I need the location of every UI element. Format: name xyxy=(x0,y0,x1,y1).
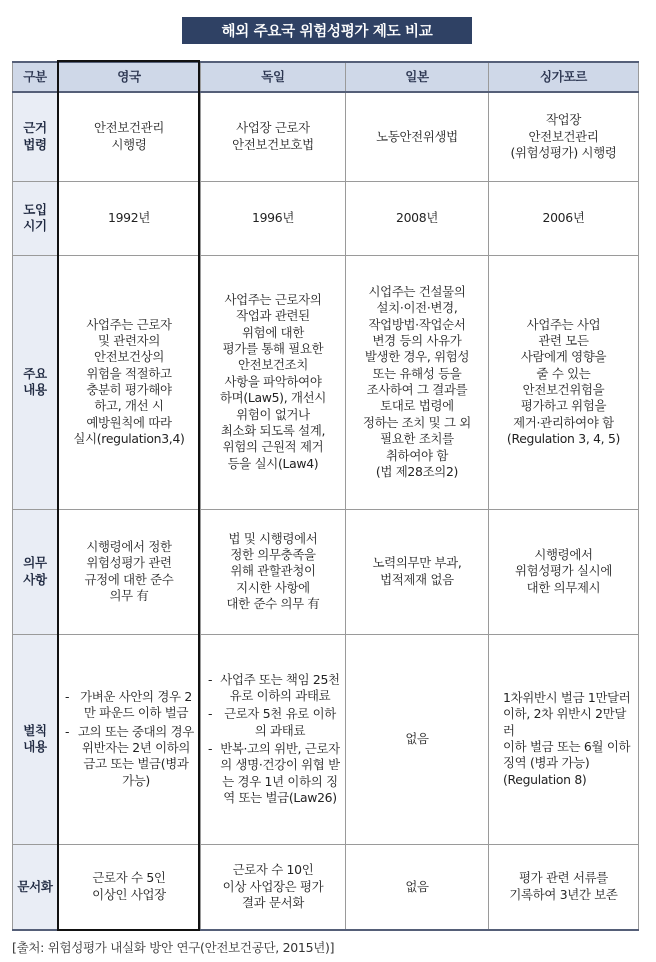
cell-japan: 2008년 xyxy=(346,181,489,255)
cell-japan: 없음 xyxy=(346,634,489,844)
cell-singapore: 작업장 안전보건관리 (위험성평가) 시행령 xyxy=(489,92,639,181)
source-citation: [출처: 위험성평가 내실화 방안 연구(안전보건공단, 2015년)] xyxy=(12,940,335,955)
cell-singapore: 1차위반시 벌금 1만달러 이하, 2차 위반시 2만달러 이하 벌금 또는 6월 이하 징역 (병과 가능) (Regulation 8) xyxy=(489,634,639,844)
penalty-item: - 고의 또는 중대의 경우 위반자는 2년 이하의 금고 또는 벌금(병과 가능) xyxy=(63,724,195,790)
cell-germany xyxy=(201,634,346,844)
cell-japan: 노력의무만 부과, 법적제재 없음 xyxy=(346,509,489,634)
row-label: 의무 사항 xyxy=(13,509,58,634)
row-legal-basis xyxy=(13,92,639,181)
cell-germany: 법 및 시행령에서 정한 의무충족을 위해 관할관청이 지시한 사항에 대한 준수 의무 有 xyxy=(201,509,346,634)
row-main-content xyxy=(13,255,639,509)
cell-japan: 노동안전위생법 xyxy=(346,92,489,181)
row-label: 근거 법령 xyxy=(13,92,58,181)
header-uk: 영국 xyxy=(58,62,201,92)
cell-japan: 시업주는 건설물의 설치·이전·변경, 작업방법·작업순서 변경 등의 사유가 발생한 경우, 위험성 또는 유해성 등을 조사하여 그 결과를 토대로 법령에 정하는 조치 및 그 외 필요한 조치를 취하여야 함 (법 제28조의2) xyxy=(346,255,489,509)
header-row xyxy=(13,62,639,92)
row-obligations xyxy=(13,509,639,634)
cell-singapore: 평가 관련 서류를 기록하여 3년간 보존 xyxy=(489,844,639,930)
comparison-table xyxy=(12,61,639,931)
cell-germany: 사업장 근로자 안전보건보호법 xyxy=(201,92,346,181)
header-japan: 일본 xyxy=(346,62,489,92)
header-germany: 독일 xyxy=(201,62,346,92)
cell-singapore: 사업주는 사업 관련 모든 사람에게 영향을 줄 수 있는 안전보건위험을 평가하고 위험을 제거·관리하여야 함 (Regulation 3, 4, 5) xyxy=(489,255,639,509)
table-title: 해외 주요국 위험성평가 제도 비교 xyxy=(182,17,472,44)
row-penalties xyxy=(13,634,639,844)
row-label: 주요 내용 xyxy=(13,255,58,509)
cell-uk: 사업주는 근로자 및 관련자의 안전보건상의 위험을 적절하고 충분히 평가해야 하고, 개선 시 예방원칙에 따라 실시(regulation3,4) xyxy=(58,255,201,509)
cell-uk xyxy=(58,634,201,844)
penalty-item: - 근로자 5천 유로 이하의 과태료 xyxy=(206,706,340,739)
penalty-item: - 사업주 또는 책임 25천 유로 이하의 과태료 xyxy=(206,672,340,705)
cell-uk: 안전보건관리 시행령 xyxy=(58,92,201,181)
cell-germany: 1996년 xyxy=(201,181,346,255)
cell-uk: 시행령에서 정한 위험성평가 관련 규정에 대한 준수 의무 有 xyxy=(58,509,201,634)
row-label: 문서화 xyxy=(13,844,58,930)
cell-japan: 없음 xyxy=(346,844,489,930)
cell-singapore: 시행령에서 위험성평가 실시에 대한 의무제시 xyxy=(489,509,639,634)
penalty-item: - 가벼운 사안의 경우 2만 파운드 이하 벌금 xyxy=(63,689,195,722)
cell-germany: 사업주는 근로자의 작업과 관련된 위험에 대한 평가를 통해 필요한 안전보건조치 사항을 파악하여야 하며(Law5), 개선시 위험이 없거나 최소화 되도록 설계, 위험의 근원적 제거 등을 실시(Law4) xyxy=(201,255,346,509)
penalty-item: - 반복·고의 위반, 근로자의 생명·건강이 위협 받는 경우 1년 이하의 징역 또는 벌금(Law26) xyxy=(206,741,340,807)
cell-uk: 1992년 xyxy=(58,181,201,255)
header-category: 구분 xyxy=(13,62,58,92)
row-introduction-year xyxy=(13,181,639,255)
header-singapore: 싱가포르 xyxy=(489,62,639,92)
cell-germany: 근로자 수 10인 이상 사업장은 평가 결과 문서화 xyxy=(201,844,346,930)
cell-singapore: 2006년 xyxy=(489,181,639,255)
cell-uk: 근로자 수 5인 이상인 사업장 xyxy=(58,844,201,930)
row-label: 벌칙 내용 xyxy=(13,634,58,844)
row-label: 도입 시기 xyxy=(13,181,58,255)
row-documentation xyxy=(13,844,639,930)
